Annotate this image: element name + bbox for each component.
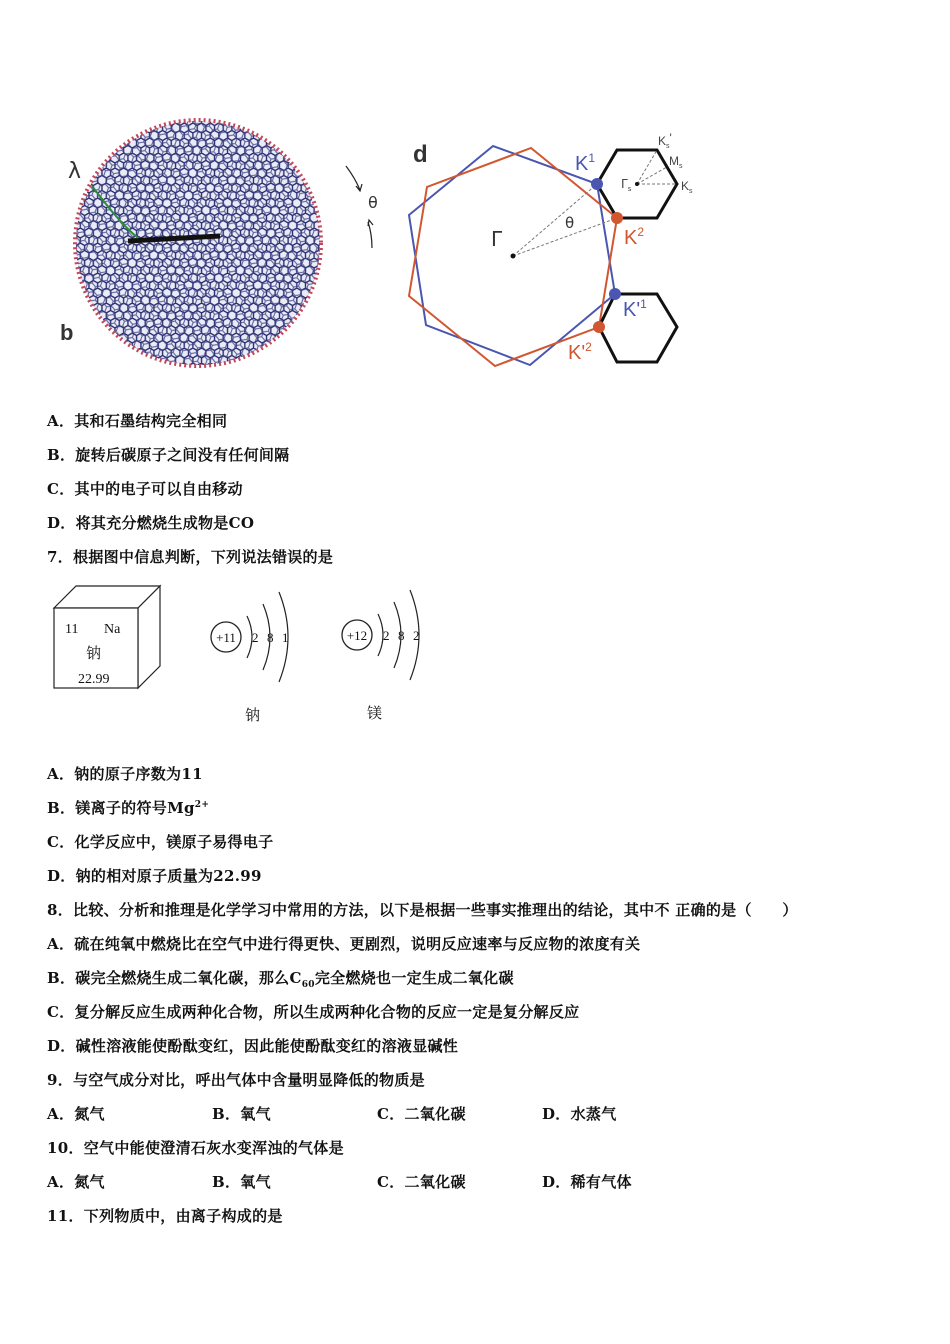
q9-option-d: D．水蒸气 — [542, 1105, 617, 1123]
q8-option-a: A．硫在纯氧中燃烧比在空气中进行得更快、更剧烈，说明反应速率与反应物的浓度有关 — [47, 935, 641, 953]
sodium-atom-diagram — [205, 576, 315, 726]
sodium-shell-3: 1 — [282, 630, 289, 645]
element-mass: 22.99 — [78, 672, 110, 687]
q7-option-c: C．化学反应中，镁原子易得电子 — [47, 833, 274, 851]
magnesium-shell-1: 2 — [383, 628, 390, 643]
q10-option-d: D．稀有气体 — [542, 1173, 632, 1191]
element-symbol: Na — [104, 622, 121, 637]
k1-label: $K^1$ — [575, 151, 596, 175]
q8-stem: 8．比较、分析和推理是化学学习中常用的方法，以下是根据一些事实推理出的结论，其中不 正确的是（ ） — [47, 901, 798, 919]
theta-label-b: θ — [368, 193, 378, 212]
q8-option-d: D．碱性溶液能使酚酞变红，因此能使酚酞变红的溶液显碱性 — [47, 1037, 459, 1055]
panel-label-d: d — [413, 141, 428, 168]
ks-prime-label: $K_s'$ — [658, 131, 672, 150]
element-box — [54, 586, 174, 696]
magnesium-shell-2: 8 — [398, 628, 405, 643]
q7-option-d: D．钠的相对原子质量为22.99 — [47, 867, 262, 885]
gamma-label: Γ — [491, 227, 503, 251]
q8-option-c: C．复分解反应生成两种化合物，所以生成两种化合物的反应一定是复分解反应 — [47, 1003, 580, 1021]
q6-option-d: D．将其充分燃烧生成物是CO — [47, 514, 255, 532]
q7-option-b: B．镁离子的符号$Mg^{2+}$ — [47, 799, 210, 817]
magnesium-atom-diagram — [336, 574, 446, 724]
magnesium-nucleus-label: +12 — [346, 628, 368, 643]
q6-option-b: B．旋转后碳原子之间没有任何间隔 — [47, 446, 290, 464]
q9-option-b: B．氧气 — [212, 1105, 271, 1123]
k1-point — [591, 178, 603, 190]
lambda-label: λ — [68, 159, 82, 184]
figure-d — [405, 110, 705, 380]
q10-option-a: A．氮气 — [47, 1173, 105, 1191]
q7-option-a: A．钠的原子序数为11 — [47, 765, 203, 783]
q7-stem: 7．根据图中信息判断，下列说法错误的是 — [47, 548, 334, 566]
q11-stem: 11．下列物质中，由离子构成的是 — [47, 1207, 283, 1225]
q10-option-c: C．二氧化碳 — [377, 1173, 466, 1191]
sodium-nucleus-label: +11 — [216, 630, 236, 645]
kp1-label: $K'^1$ — [623, 297, 647, 321]
sodium-caption: 钠 — [245, 706, 261, 724]
ms-label: $M_s$ — [669, 154, 683, 170]
k2-point — [611, 212, 623, 224]
q9-stem: 9．与空气成分对比，呼出气体中含量明显降低的物质是 — [47, 1071, 425, 1089]
kp2-point — [593, 321, 605, 333]
magnesium-caption: 镁 — [367, 704, 383, 722]
q8-option-b: B．碳完全燃烧生成二氧化碳，那么$C_{60}$完全燃烧也一定生成二氧化碳 — [47, 969, 514, 990]
q9-option-c: C．二氧化碳 — [377, 1105, 466, 1123]
gamma-point — [511, 254, 516, 259]
k2-label: $K^2$ — [624, 225, 645, 249]
gs-label: $\Gamma_s$ — [621, 177, 632, 193]
q10-option-b: B．氧气 — [212, 1173, 271, 1191]
q9-option-a: A．氮气 — [47, 1105, 105, 1123]
kp2-label: $K'^2$ — [568, 340, 592, 364]
panel-label-b: b — [60, 320, 74, 345]
q6-option-c: C．其中的电子可以自由移动 — [47, 480, 243, 498]
element-number: 11 — [65, 622, 79, 637]
figure-b — [50, 108, 378, 378]
sodium-shell-1: 2 — [252, 630, 259, 645]
theta-label-d: θ — [565, 214, 575, 232]
q6-option-a: A．其和石墨结构完全相同 — [47, 412, 228, 430]
q10-stem: 10．空气中能使澄清石灰水变浑浊的气体是 — [47, 1139, 344, 1157]
sodium-shell-2: 8 — [267, 630, 274, 645]
magnesium-shell-3: 2 — [413, 628, 420, 643]
kp1-point — [609, 288, 621, 300]
element-name: 钠 — [86, 644, 102, 662]
ks-label: $K_s$ — [681, 179, 693, 195]
